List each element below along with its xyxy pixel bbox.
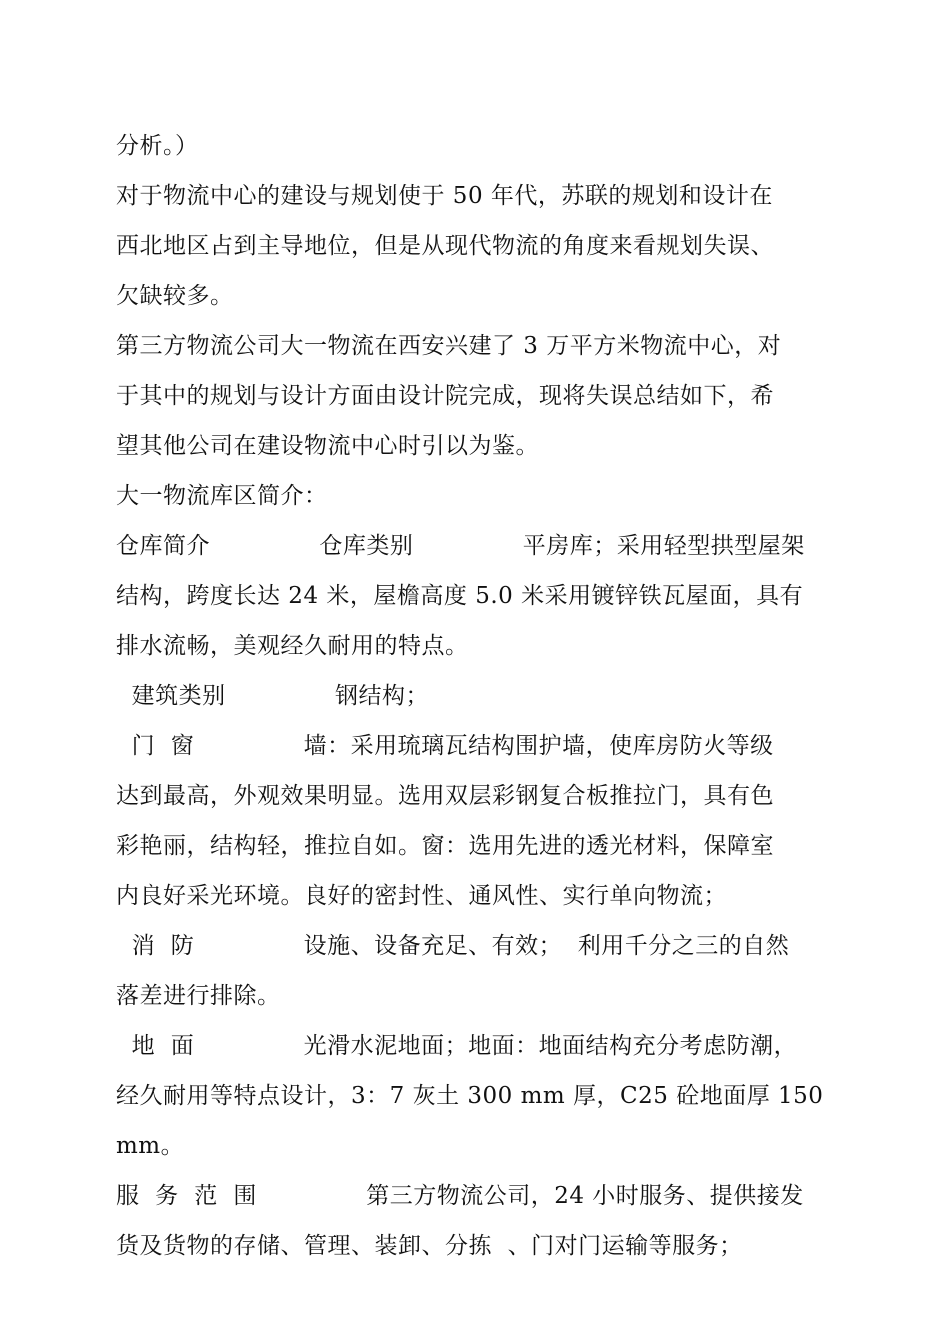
text-line: 西北地区占到主导地位，但是从现代物流的角度来看规划失误、 [116,233,774,259]
text-line: 于其中的规划与设计方面由设计院完成，现将失误总结如下，希 [116,383,774,409]
text-line: 达到最高，外观效果明显。选用双层彩钢复合板推拉门，具有色 [116,783,774,809]
text-line: 仓库简介 仓库类别 平房库；采用轻型拱型屋架 [116,533,805,559]
text-line: 门 窗 墙：采用琉璃瓦结构围护墙，使库房防火等级 [116,733,774,759]
text-line: 服 务 范 围 第三方物流公司，24 小时服务、提供接发 [116,1183,804,1209]
text-line: 落差进行排除。 [116,983,281,1009]
text-line: 对于物流中心的建设与规划使于 50 年代，苏联的规划和设计在 [116,183,773,209]
text-line: 内良好采光环境。良好的密封性、通风性、实行单向物流； [116,883,727,909]
text-line: 分析。） [116,133,199,159]
text-line: 大一物流库区简介： [116,483,328,509]
text-line: 望其他公司在建设物流中心时引以为鉴。 [116,433,539,459]
text-line: 货及货物的存储、管理、装卸、分拣 、门对门运输等服务； [116,1233,743,1259]
text-line: 彩艳丽，结构轻，推拉自如。窗：选用先进的透光材料，保障室 [116,833,774,859]
text-line: 欠缺较多。 [116,283,234,309]
text-line: 经久耐用等特点设计，3：7 灰土 300 mm 厚，C25 砼地面厚 150 [116,1083,824,1109]
text-line: 排水流畅，美观经久耐用的特点。 [116,633,469,659]
text-line: 建筑类别 钢结构； [116,683,429,709]
text-line: 消 防 设施、设备充足、有效； 利用千分之三的自然 [116,933,790,959]
text-line: 结构，跨度长达 24 米，屋檐高度 5.0 米采用镀锌铁瓦屋面，具有 [116,583,804,609]
text-line: 第三方物流公司大一物流在西安兴建了 3 万平方米物流中心，对 [116,333,782,359]
text-line: mm。 [116,1133,185,1159]
text-line: 地 面 光滑水泥地面；地面：地面结构充分考虑防潮， [116,1033,798,1059]
